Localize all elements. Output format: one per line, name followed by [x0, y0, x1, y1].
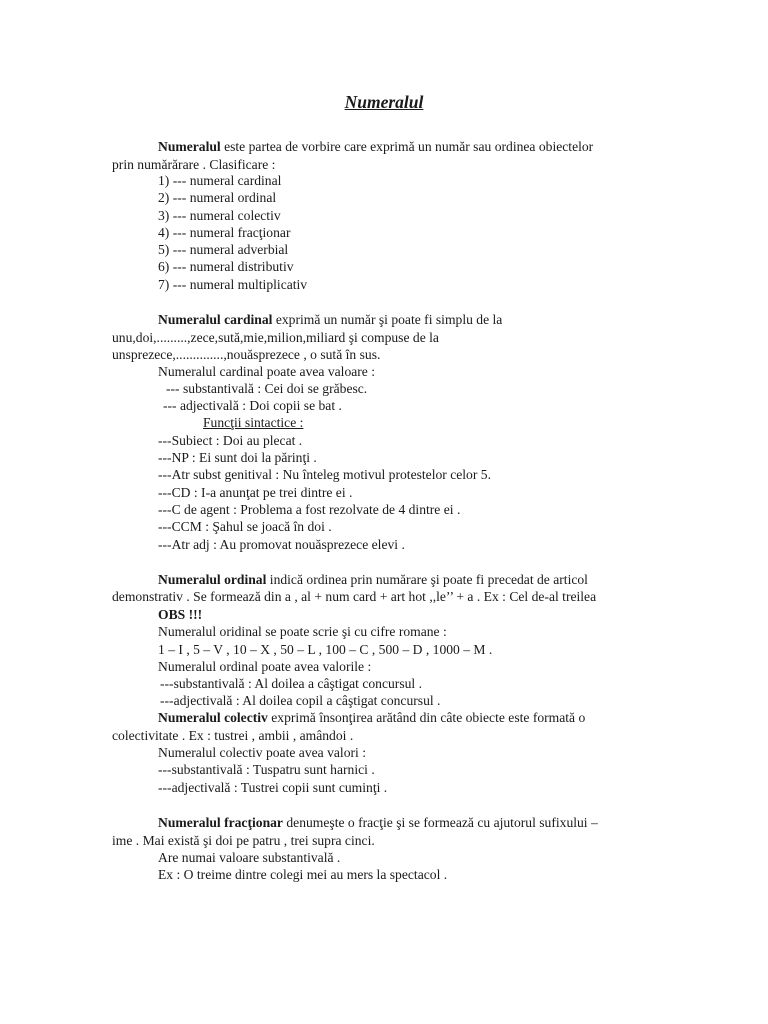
text-line — [158, 501, 460, 518]
text-line — [158, 224, 290, 241]
text-run: --- substantivală : Cei doi se grăbesc. — [166, 381, 368, 396]
text-line — [158, 606, 202, 623]
text-run: 4) --- numeral fracţionar — [158, 225, 291, 240]
text-run: exprimă însonţirea arătând din câte obiecte este formată o — [267, 710, 586, 725]
text-line — [158, 761, 375, 778]
text-run: ---Atr adj : Au promovat nouăsprezece elevi . — [158, 537, 405, 552]
text-line — [160, 675, 422, 692]
text-run: ---substantivală : Al doilea a câştigat concursul . — [160, 676, 422, 691]
text-line — [203, 414, 303, 431]
text-line — [158, 432, 302, 449]
text-line — [158, 814, 598, 831]
text-run: unu,doi,.........,zece,sută,mie,milion,miliard şi compuse de la — [112, 330, 439, 345]
text-line — [158, 744, 366, 761]
text-line — [112, 832, 375, 849]
text-line — [158, 466, 491, 483]
text-run: ---adjectivală : Tustrei copii sunt cuminţi . — [158, 780, 388, 795]
text-line — [158, 641, 492, 658]
text-run: Ex : O treime dintre colegi mei au mers la spectacol . — [158, 867, 448, 882]
text-line — [112, 346, 380, 363]
text-run: Numeralul oridinal se poate scrie şi cu cifre romane : — [158, 624, 447, 639]
text-run: ---substantivală : Tuspatru sunt harnici . — [158, 762, 375, 777]
text-run: ---CCM : Şahul se joacă în doi . — [158, 519, 332, 534]
text-run: ---Atr subst genitival : Nu înteleg motivul protestelor celor 5. — [158, 467, 491, 482]
bold-term: OBS !!! — [158, 607, 203, 622]
text-line — [112, 156, 275, 173]
bold-term: Numeralul ordinal — [158, 572, 267, 587]
text-line — [158, 849, 340, 866]
text-run: Are numai valoare substantivală . — [158, 850, 341, 865]
text-run: denumeşte o fracţie şi se formează cu ajutorul sufixului – — [282, 815, 598, 830]
text-line — [158, 866, 447, 883]
page-title: Numeralul — [344, 92, 424, 112]
text-line — [158, 536, 405, 553]
text-line — [158, 189, 276, 206]
text-run: 1 – I , 5 – V , 10 – X , 50 – L , 100 – C , 500 – D , 1000 – M . — [158, 642, 493, 657]
text-line — [163, 397, 342, 414]
text-line — [158, 658, 371, 675]
text-run: 7) --- numeral multiplicativ — [158, 277, 308, 292]
text-line — [112, 329, 439, 346]
text-line — [158, 363, 375, 380]
text-line — [158, 276, 307, 293]
text-run: 2) --- numeral ordinal — [158, 190, 277, 205]
text-run: Numeralul ordinal poate avea valorile : — [158, 659, 372, 674]
text-line — [158, 484, 352, 501]
text-run: ---Subiect : Doi au plecat . — [158, 433, 303, 448]
text-line — [158, 241, 288, 258]
text-line — [158, 207, 281, 224]
bold-term: Numeralul — [158, 139, 221, 154]
text-run: 3) --- numeral colectiv — [158, 208, 281, 223]
text-run: 6) --- numeral distributiv — [158, 259, 294, 274]
bold-term: Numeralul cardinal — [158, 312, 273, 327]
text-run: Numeralul colectiv poate avea valori : — [158, 745, 366, 760]
text-line — [166, 380, 367, 397]
text-run: ime . Mai există şi doi pe patru , trei supra cinci. — [112, 833, 375, 848]
text-run: colectivitate . Ex : tustrei , ambii , amândoi . — [112, 728, 354, 743]
underlined-heading: Funcţii sintactice : — [203, 415, 304, 430]
text-run: Numeralul cardinal poate avea valoare : — [158, 364, 376, 379]
text-line — [158, 138, 593, 155]
text-run: ---NP : Ei sunt doi la părinţi . — [158, 450, 317, 465]
text-line — [112, 588, 596, 605]
text-line — [158, 449, 317, 466]
text-line — [158, 258, 294, 275]
text-line — [158, 172, 281, 189]
bold-term: Numeralul colectiv — [158, 710, 268, 725]
text-run: --- adjectivală : Doi copii se bat . — [163, 398, 342, 413]
text-line — [158, 571, 588, 588]
text-run: exprimă un număr şi poate fi simplu de la — [272, 312, 503, 327]
text-line — [158, 623, 447, 640]
bold-term: Numeralul fracţionar — [158, 815, 283, 830]
text-run: ---adjectivală : Al doilea copil a câştigat concursul . — [160, 693, 441, 708]
text-run: ---C de agent : Problema a fost rezolvate de 4 dintre ei . — [158, 502, 461, 517]
text-run: demonstrativ . Se formează din a , al + num card + art hot ,,le’’ + a . Ex : Cel de-al treilea — [112, 589, 597, 604]
text-run: 5) --- numeral adverbial — [158, 242, 289, 257]
text-line — [160, 692, 440, 709]
text-line — [112, 727, 353, 744]
text-line — [158, 518, 332, 535]
text-line — [158, 779, 387, 796]
text-run: 1) --- numeral cardinal — [158, 173, 282, 188]
text-run: ---CD : I-a anunţat pe trei dintre ei . — [158, 485, 353, 500]
text-run: prin numărărare . Clasificare : — [112, 157, 276, 172]
text-run: este partea de vorbire care exprimă un număr sau ordinea obiectelor — [220, 139, 594, 154]
text-line — [158, 311, 502, 328]
text-run: indică ordinea prin numărare şi poate fi precedat de articol — [266, 572, 588, 587]
text-line — [158, 709, 585, 726]
text-run: unsprezece,..............,nouăsprezece , o sută în sus. — [112, 347, 381, 362]
